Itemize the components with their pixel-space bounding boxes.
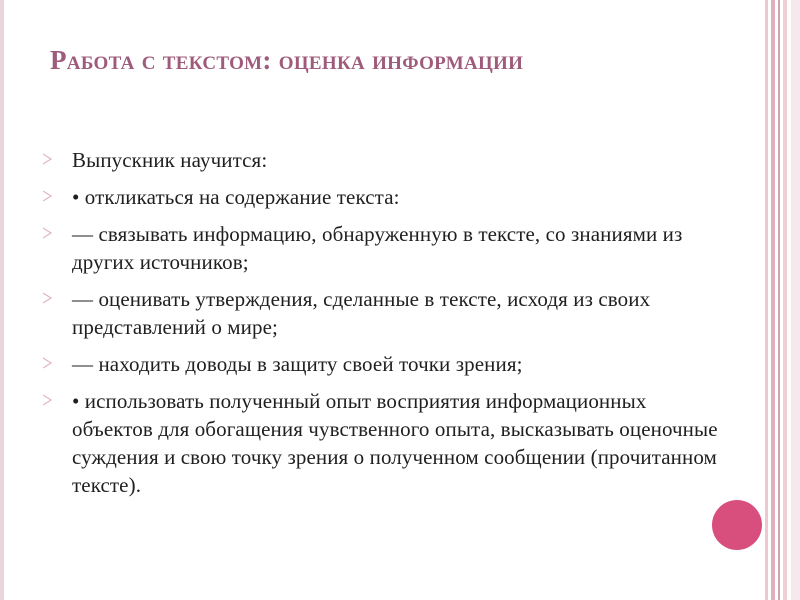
- list-item: [42, 220, 722, 276]
- bullet-icon: [42, 153, 52, 165]
- bullet-icon: [42, 394, 52, 406]
- pink-circle-icon: [712, 500, 762, 550]
- page-title: Работа с текстом: оценка информации: [50, 45, 524, 75]
- bullet-icon: [42, 357, 52, 369]
- bullet-icon: [42, 227, 52, 239]
- list-item: [42, 350, 722, 378]
- right-border-stripe: [765, 0, 768, 600]
- right-border-stripe: [771, 0, 775, 600]
- list-item-text: • откликаться на содержание текста:: [72, 185, 400, 209]
- right-border-stripe: [783, 0, 787, 600]
- list-item-text: — оценивать утверждения, сделанные в тексте, исходя из своих представлений о мире;: [72, 287, 651, 339]
- bullet-icon: [42, 190, 52, 202]
- list-item: [42, 183, 722, 211]
- list-item-text: — связывать информацию, обнаруженную в тексте, со знаниями из других источников;: [72, 222, 683, 274]
- list-item: [42, 387, 722, 499]
- right-border-stripe: [791, 0, 800, 600]
- list-item-text: — находить доводы в защиту своей точки зрения;: [72, 352, 523, 376]
- bullet-list: [42, 146, 722, 508]
- list-item-text: • использовать полученный опыт восприятия информационных объектов для обогащения чувственного опыта, высказывать оценочные суждения и свою точку зрения о полученном сообщении (прочитанном тексте).: [72, 389, 718, 497]
- list-item: [42, 146, 722, 174]
- list-item-text: Выпускник научится:: [72, 148, 268, 172]
- list-item: [42, 285, 722, 341]
- right-border-stripe: [778, 0, 780, 600]
- left-border: [0, 0, 4, 600]
- bullet-icon: [42, 292, 52, 304]
